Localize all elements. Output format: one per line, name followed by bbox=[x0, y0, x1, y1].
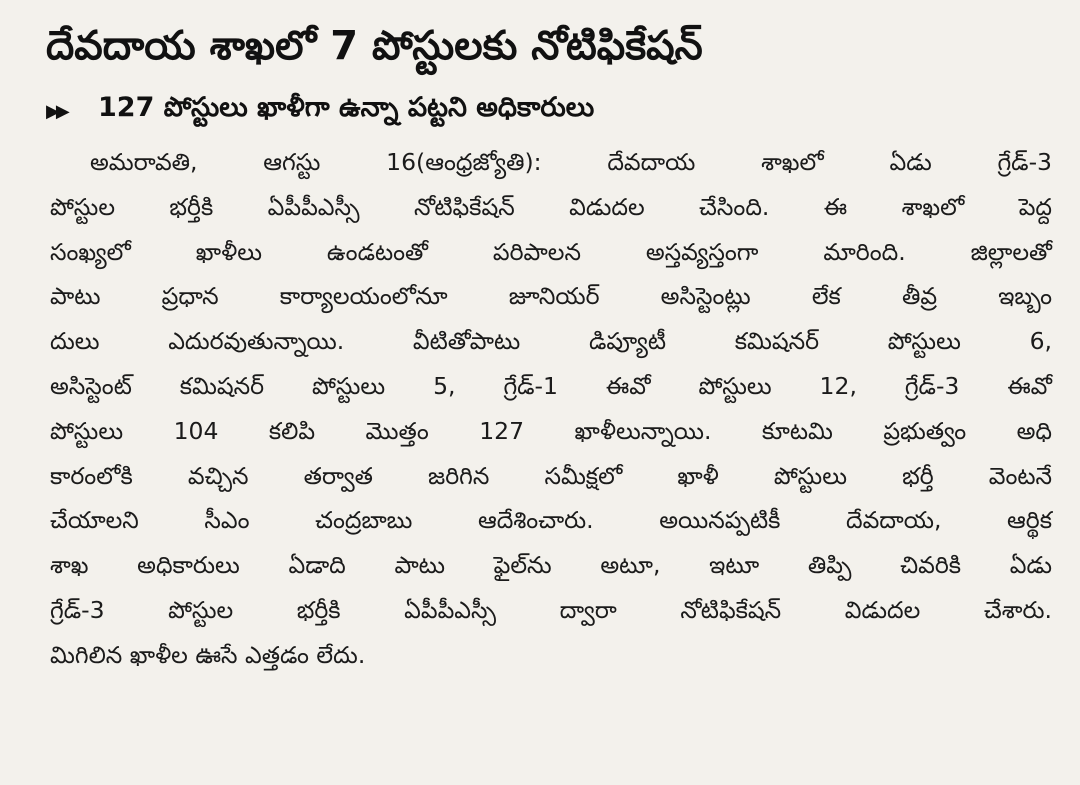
body-line: అమరావతి, ఆగస్టు 16(ఆంధ్రజ్యోతి): దేవదాయ శాఖలో ఏడు గ్రేడ్-3 bbox=[90, 148, 1052, 176]
article-body bbox=[46, 140, 1052, 678]
body-line: దులు ఎదురవుతున్నాయి. వీటితోపాటు డిప్యూటీ కమిషనర్ పోస్టులు 6, bbox=[50, 327, 1052, 356]
body-line: అసిస్టెంట్ కమిషనర్ పోస్టులు 5, గ్రేడ్-1 ఈవో పోస్టులు 12, గ్రేడ్-3 ఈవో bbox=[50, 371, 1052, 400]
body-line: శాఖ అధికారులు ఏడాది పాటు ఫైల్‌ను అటూ, ఇటూ తిప్పి చివరికి ఏడు bbox=[50, 551, 1052, 580]
double-arrow-icon: ▶▶ bbox=[46, 100, 66, 122]
headline: దేవదాయ శాఖలో 7 పోస్టులకు నోటిఫికేషన్ bbox=[46, 23, 703, 69]
body-line: పోస్టులు 104 కలిపి మొత్తం 127 ఖాళీలున్నాయి. కూటమి ప్రభుత్వం అధి bbox=[50, 416, 1052, 445]
body-line: కారంలోకి వచ్చిన తర్వాత జరిగిన సమీక్షలో ఖాళీ పోస్టులు భర్తీ వెంటనే bbox=[50, 461, 1052, 490]
body-line: పాటు ప్రధాన కార్యాలయంలోనూ జూనియర్ అసిస్టెంట్లు లేక తీవ్ర ఇబ్బం bbox=[50, 282, 1052, 311]
body-line: సంఖ్యలో ఖాళీలు ఉండటంతో పరిపాలన అస్తవ్యస్తంగా మారింది. జిల్లాలతో bbox=[50, 237, 1052, 266]
body-line: గ్రేడ్-3 పోస్టుల భర్తీకి ఏపీపీఎస్సీ ద్వారా నోటిఫికేషన్ విడుదల చేశారు. bbox=[50, 595, 1052, 624]
body-line: చేయాలని సీఎం చంద్రబాబు ఆదేశించారు. అయినప్పటికీ దేవదాయ, ఆర్థిక bbox=[50, 506, 1052, 535]
subheadline: 127 పోస్టులు ఖాళీగా ఉన్నా పట్టని అధికారులు bbox=[98, 92, 595, 123]
body-line: పోస్టుల భర్తీకి ఏపీపీఎస్సీ నోటిఫికేషన్ విడుదల చేసింది. ఈ శాఖలో పెద్ద bbox=[50, 192, 1052, 221]
body-line: మిగిలిన ఖాళీల ఊసే ఎత్తడం లేదు. bbox=[50, 640, 366, 669]
subheadline-row bbox=[46, 88, 1052, 134]
